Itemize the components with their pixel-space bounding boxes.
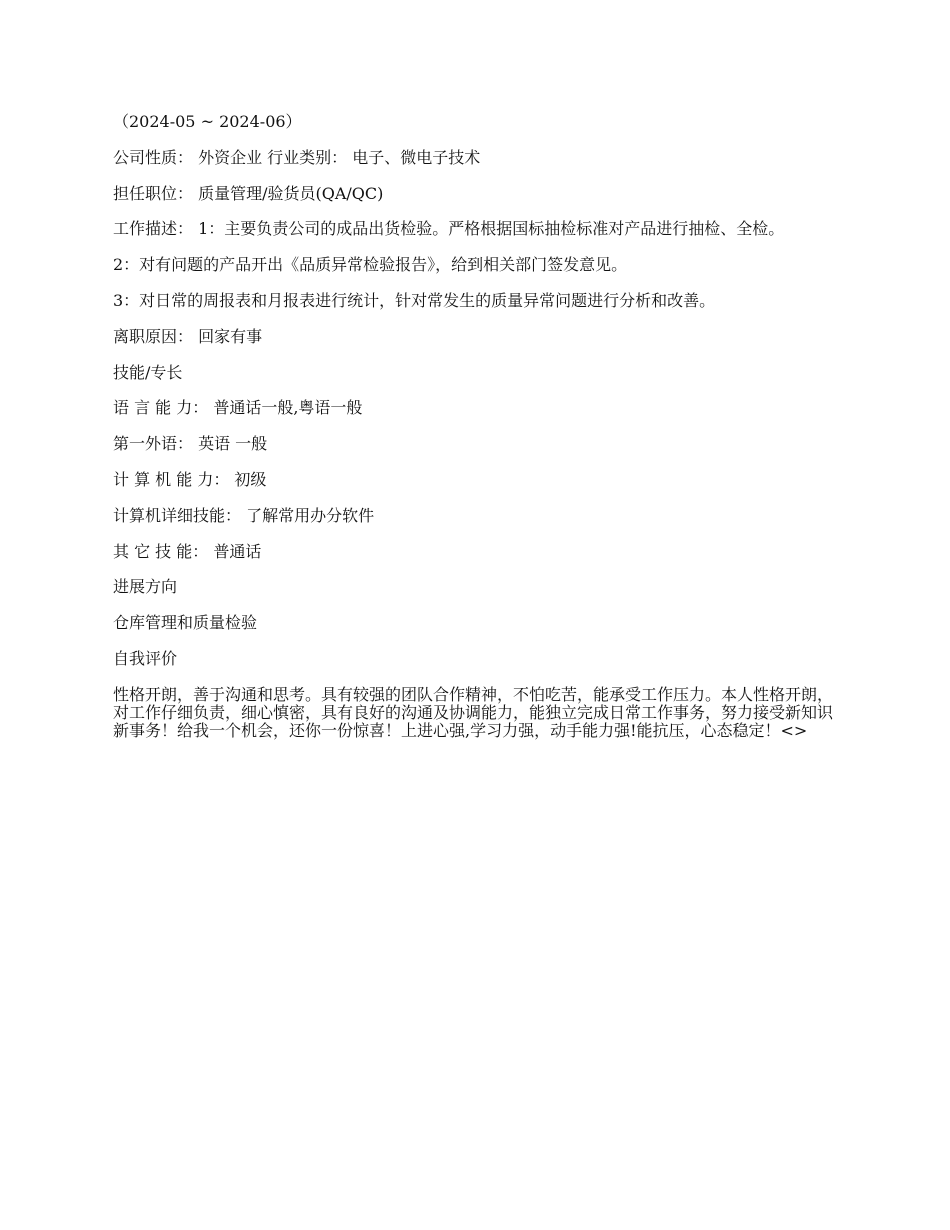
position-held: 担任职位： 质量管理/验货员(QA/QC) bbox=[113, 183, 384, 203]
computer-skills: 计算机详细技能： 了解常用办分软件 bbox=[113, 505, 375, 525]
resume-document bbox=[113, 113, 843, 758]
leave-reason: 离职原因： 回家有事 bbox=[113, 326, 263, 346]
foreign-language: 第一外语： 英语 一般 bbox=[113, 434, 268, 454]
other-skills: 其 它 技 能： 普通话 bbox=[113, 541, 262, 561]
skills-heading: 技能/专长 bbox=[113, 362, 183, 382]
employment-period: （2024-05 ~ 2024-06） bbox=[113, 112, 302, 131]
computer-ability: 计 算 机 能 力： 初级 bbox=[113, 469, 267, 489]
self-evaluation-heading: 自我评价 bbox=[113, 648, 178, 668]
self-evaluation-text: 性格开朗，善于沟通和思考。具有较强的团队合作精神，不怕吃苦，能承受工作压力。本人性格开朗，对工作仔细负责，细心慎密，具有良好的沟通及协调能力，能独立完成日常工作事务，努力接受新知识新事务！给我一个机会，还你一份惊喜！上进心强,学习力强，动手能力强!能抗压，心态稳定！<> bbox=[113, 684, 834, 740]
job-description-1: 工作描述： 1：主要负责公司的成品出货检验。严格根据国标抽检标准对产品进行抽检、全检。 bbox=[113, 219, 785, 239]
company-info: 公司性质： 外资企业 行业类别： 电子、微电子技术 bbox=[113, 147, 481, 167]
career-direction: 仓库管理和质量检验 bbox=[113, 613, 258, 633]
job-description-3: 3：对日常的周报表和月报表进行统计，针对常发生的质量异常问题进行分析和改善。 bbox=[113, 290, 716, 310]
direction-heading: 进展方向 bbox=[113, 577, 178, 597]
language-ability: 语 言 能 力： 普通话一般,粤语一般 bbox=[113, 398, 363, 418]
job-description-2: 2：对有问题的产品开出《品质异常检验报告》，给到相关部门签发意见。 bbox=[113, 255, 628, 275]
